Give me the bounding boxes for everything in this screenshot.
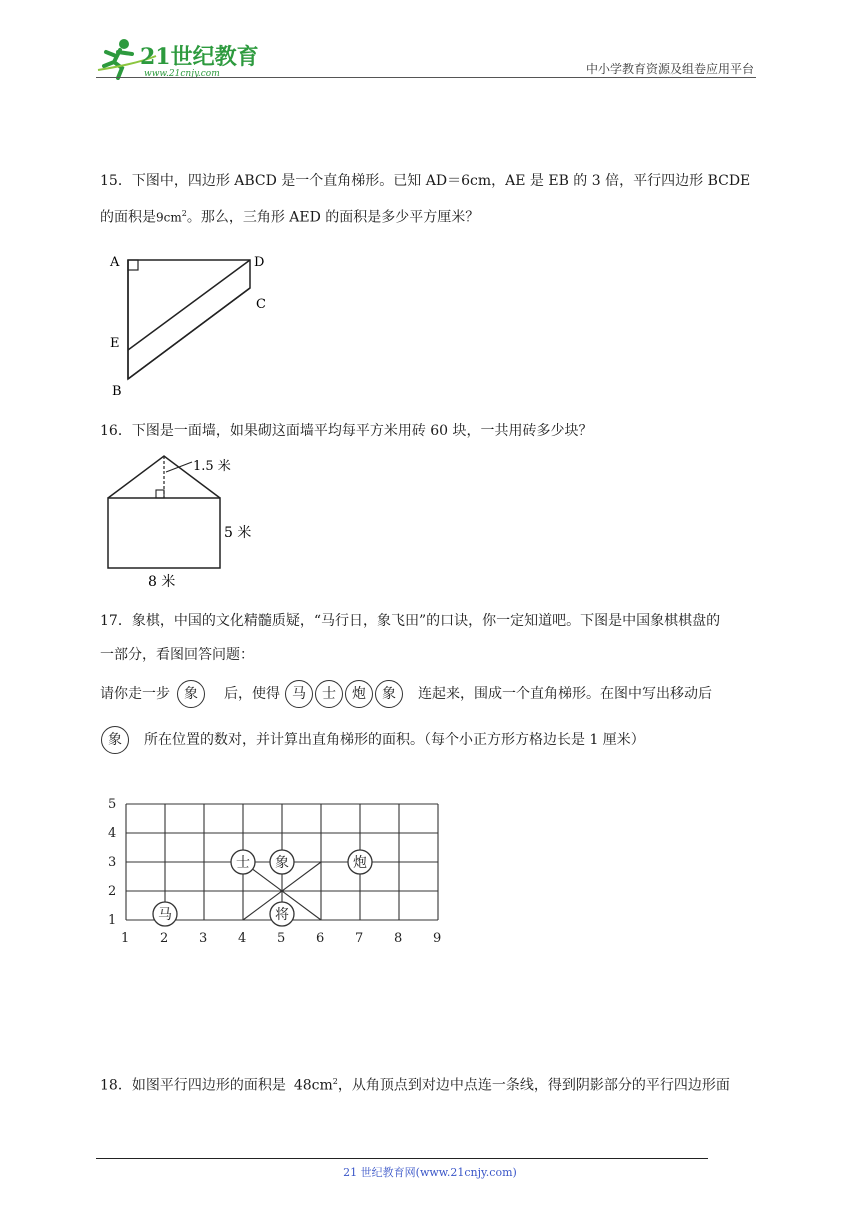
label-c: C <box>256 297 266 312</box>
label-a: A <box>110 255 120 270</box>
q17-line3: 请你走一步 象 后，使得 马 士 炮 象 连起来，围成一个直角梯形。在图中写出移动后 <box>100 679 712 709</box>
q15-trapezoid-figure <box>100 245 290 405</box>
x-tick: 3 <box>199 931 208 946</box>
svg-text:士: 士 <box>236 855 250 871</box>
header-divider <box>96 77 756 78</box>
q16-wall-figure <box>100 448 280 592</box>
x-tick: 1 <box>121 931 130 946</box>
chess-board-figure <box>100 790 450 950</box>
logo-url: www.21cnjy.com <box>144 69 220 79</box>
label-e: E <box>110 336 120 351</box>
y-tick: 1 <box>108 913 117 928</box>
board-piece-shi[interactable] <box>231 850 255 874</box>
y-tick: 5 <box>108 797 117 812</box>
right-angle-mark <box>128 260 138 270</box>
y-tick: 3 <box>108 855 117 870</box>
ma-piece-icon: 马 <box>285 680 313 708</box>
svg-text:将: 将 <box>275 907 289 923</box>
xiang-piece-icon: 象 <box>177 680 205 708</box>
pao-piece-icon: 炮 <box>345 680 373 708</box>
logo-text: 21世纪教育 <box>140 44 259 70</box>
shi-piece-icon: 士 <box>315 680 343 708</box>
label-b: B <box>112 384 122 399</box>
board-piece-xiang[interactable] <box>270 850 294 874</box>
y-tick: 4 <box>108 826 117 841</box>
svg-text:象: 象 <box>275 855 289 871</box>
header-tagline: 中小学教育资源及组卷应用平台 <box>585 62 754 76</box>
svg-text:马: 马 <box>158 907 172 923</box>
x-tick: 6 <box>316 931 325 946</box>
svg-text:炮: 炮 <box>353 855 367 871</box>
x-tick: 4 <box>238 931 247 946</box>
xiang-piece-icon: 象 <box>375 680 403 708</box>
x-tick: 8 <box>394 931 403 946</box>
y-tick: 2 <box>108 884 117 899</box>
height-label: 1.5 米 <box>193 459 231 474</box>
x-tick: 2 <box>160 931 169 946</box>
label-d: D <box>254 255 265 270</box>
x-tick: 5 <box>277 931 286 946</box>
base-label: 8 米 <box>148 574 176 590</box>
q17-line2: 一部分，看图回答问题： <box>100 647 254 663</box>
q17-line1: 17．象棋，中国的文化精髓质疑，“马行日，象飞田”的口诀，你一定知道吧。下图是中国象棋棋盘的 <box>100 613 721 629</box>
q15-line2: 的面积是$9cm^2$。那么，三角形 AED 的面积是多少平方厘米？ <box>100 209 480 226</box>
board-piece-jiang[interactable] <box>270 902 294 926</box>
x-tick: 9 <box>433 931 442 946</box>
xiang-piece-icon: 象 <box>101 726 129 754</box>
x-tick: 7 <box>355 931 364 946</box>
q15-line1: 15．下图中，四边形 ABCD 是一个直角梯形。已知 AD＝6cm，AE 是 EB 的 3 倍，平行四边形 BCDE <box>100 173 751 189</box>
footer-link[interactable]: 21 世纪教育网(www.21cnjy.com) <box>343 1166 517 1179</box>
side-label: 5 米 <box>224 525 252 541</box>
footer-divider <box>96 1158 708 1159</box>
board-piece-ma[interactable] <box>153 902 177 926</box>
q18-line1: 18．如图平行四边形的面积是 $48cm^2$，从角顶点到对边中点连一条线，得到阴影部分的平行四边形面 <box>100 1077 730 1094</box>
q17-line4: 象 所在位置的数对，并计算出直角梯形的面积。（每个小正方形方格边长是 1 厘米） <box>100 725 645 755</box>
board-piece-pao[interactable] <box>348 850 372 874</box>
q16-line1: 16．下图是一面墙，如果砌这面墙平均每平方米用砖 60 块，一共用砖多少块？ <box>100 423 593 439</box>
